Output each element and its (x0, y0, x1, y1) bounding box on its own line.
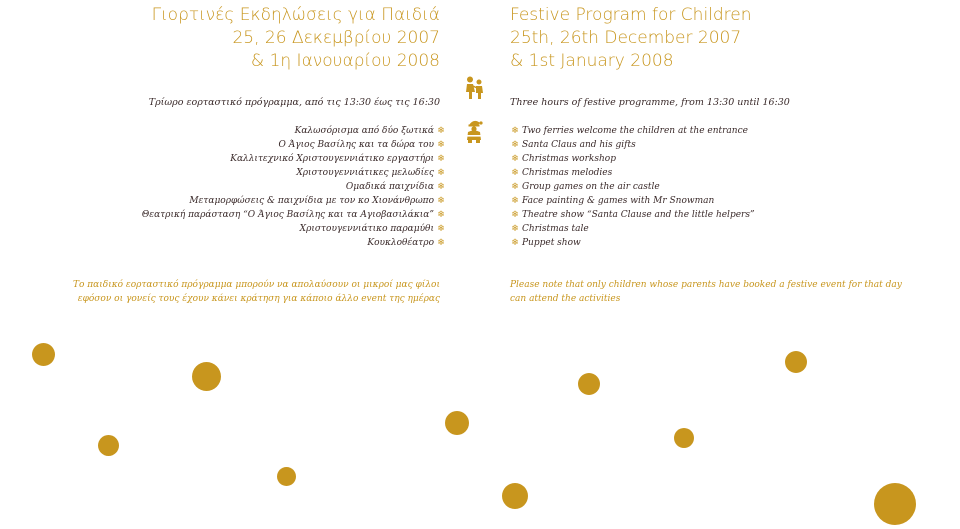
decorative-dot (785, 351, 807, 373)
snowflake-icon: ❄ (511, 238, 519, 248)
english-list-item-text: Theatre show “Santa Clause and the little helpers” (522, 210, 755, 220)
snowflake-icon: ❄ (511, 182, 519, 192)
english-list-item-text: Face painting & games with Mr Snowman (522, 196, 715, 206)
santa-icon (463, 118, 485, 144)
english-list-item (510, 222, 755, 236)
decorative-dot (578, 373, 600, 395)
greek-title-line-2: 25, 26 Δεκεμβρίου 2007 (232, 28, 440, 48)
english-list-item (510, 194, 755, 208)
decorative-dot (277, 467, 296, 486)
snowflake-icon: ❄ (437, 154, 445, 164)
english-list-item (510, 236, 755, 250)
greek-title-line-3: & 1η Ιανουαρίου 2008 (250, 51, 440, 71)
english-list-item (510, 180, 755, 194)
decorative-dot (98, 435, 119, 456)
greek-list-item-text: Χριστουγεννιάτικες μελωδίες (296, 168, 434, 178)
greek-list-item-text: Θεατρική παράσταση “Ο Άγιος Βασίλης και τα Αγιοβασιλάκια” (141, 210, 434, 220)
greek-list-item (142, 180, 446, 194)
greek-note (40, 278, 440, 306)
family-icon (463, 76, 485, 100)
greek-list-item (142, 208, 446, 222)
english-list-item (510, 166, 755, 180)
snowflake-icon: ❄ (511, 210, 519, 220)
english-list-item-text: Group games on the air castle (522, 182, 660, 192)
english-list-item (510, 208, 755, 222)
english-list-item-text: Christmas workshop (522, 154, 616, 164)
snowflake-icon: ❄ (437, 238, 445, 248)
greek-list-item (142, 222, 446, 236)
greek-list-item-text: Χριστουγεννιάτικο παραμύθι (299, 224, 434, 234)
english-list-item (510, 152, 755, 166)
decorative-dot (502, 483, 528, 509)
greek-list-item (142, 166, 446, 180)
greek-list-item (142, 152, 446, 166)
decorative-dot (445, 411, 469, 435)
greek-list-item-text: Μεταμορφώσεις & παιχνίδια με τον κο Χιονάνθρωπο (189, 196, 434, 206)
english-list-item-text: Christmas melodies (522, 168, 613, 178)
snowflake-icon: ❄ (437, 126, 445, 136)
snowflake-icon: ❄ (437, 224, 445, 234)
english-list-item-text: Santa Claus and his gifts (522, 140, 636, 150)
greek-program-list (142, 124, 446, 250)
english-title-line-2: 25th, 26th December 2007 (510, 28, 742, 48)
greek-list-item (142, 194, 446, 208)
snowflake-icon: ❄ (437, 196, 445, 206)
snowflake-icon: ❄ (511, 168, 519, 178)
greek-title-line-1: Γιορτινές Εκδηλώσεις για Παιδιά (151, 5, 440, 25)
snowflake-icon: ❄ (511, 224, 519, 234)
greek-list-item (142, 236, 446, 250)
snowflake-icon: ❄ (511, 196, 519, 206)
snowflake-icon: ❄ (511, 126, 519, 136)
greek-list-item-text: Καλλιτεχνικό Χριστουγεννιάτικο εργαστήρι (230, 154, 434, 164)
english-list-item-text: Two ferries welcome the children at the entrance (522, 126, 748, 136)
decorative-dot (192, 362, 221, 391)
snowflake-icon: ❄ (511, 154, 519, 164)
greek-list-item-text: Κουκλοθέατρο (367, 238, 434, 248)
english-note-line-1: Please note that only children whose parents have booked a festive event for that day (510, 280, 902, 290)
decorative-dot (32, 343, 55, 366)
greek-list-item-text: Ομαδικά παιχνίδια (345, 182, 434, 192)
snowflake-icon: ❄ (437, 210, 445, 220)
english-title-line-3: & 1st January 2008 (510, 51, 674, 71)
english-list-item-text: Puppet show (522, 238, 581, 248)
greek-list-item-text: Καλωσόρισμα από δύο ξωτικά (294, 126, 434, 136)
english-title-line-1: Festive Program for Children (510, 5, 752, 25)
english-list-item (510, 138, 755, 152)
greek-list-item-text: Ο Άγιος Βασίλης και τα δώρα του (278, 140, 434, 150)
english-list-item-text: Christmas tale (522, 224, 589, 234)
decorative-dot (674, 428, 694, 448)
english-note-line-2: can attend the activities (510, 294, 621, 304)
english-list-item (510, 124, 755, 138)
snowflake-icon: ❄ (437, 168, 445, 178)
greek-subtitle: Τρίωρο εορταστικό πρόγραμμα, από τις 13:30 έως τις 16:30 (148, 97, 440, 108)
greek-list-item (142, 124, 446, 138)
english-subtitle: Three hours of festive programme, from 13:30 until 16:30 (510, 97, 790, 108)
greek-note-line-2: εφόσον οι γονείς τους έχουν κάνει κράτηση για κάποιο άλλο event της ημέρας (77, 294, 440, 304)
greek-list-item (142, 138, 446, 152)
decorative-dot (874, 483, 916, 525)
greek-title (140, 4, 440, 73)
snowflake-icon: ❄ (437, 182, 445, 192)
english-title (510, 4, 910, 73)
snowflake-icon: ❄ (437, 140, 445, 150)
snowflake-icon: ❄ (511, 140, 519, 150)
english-program-list (510, 124, 755, 250)
english-note (510, 278, 910, 306)
greek-note-line-1: Το παιδικό εορταστικό πρόγραμμα μπορούν να απολαύσουν οι μικροί μας φίλοι (72, 280, 440, 290)
